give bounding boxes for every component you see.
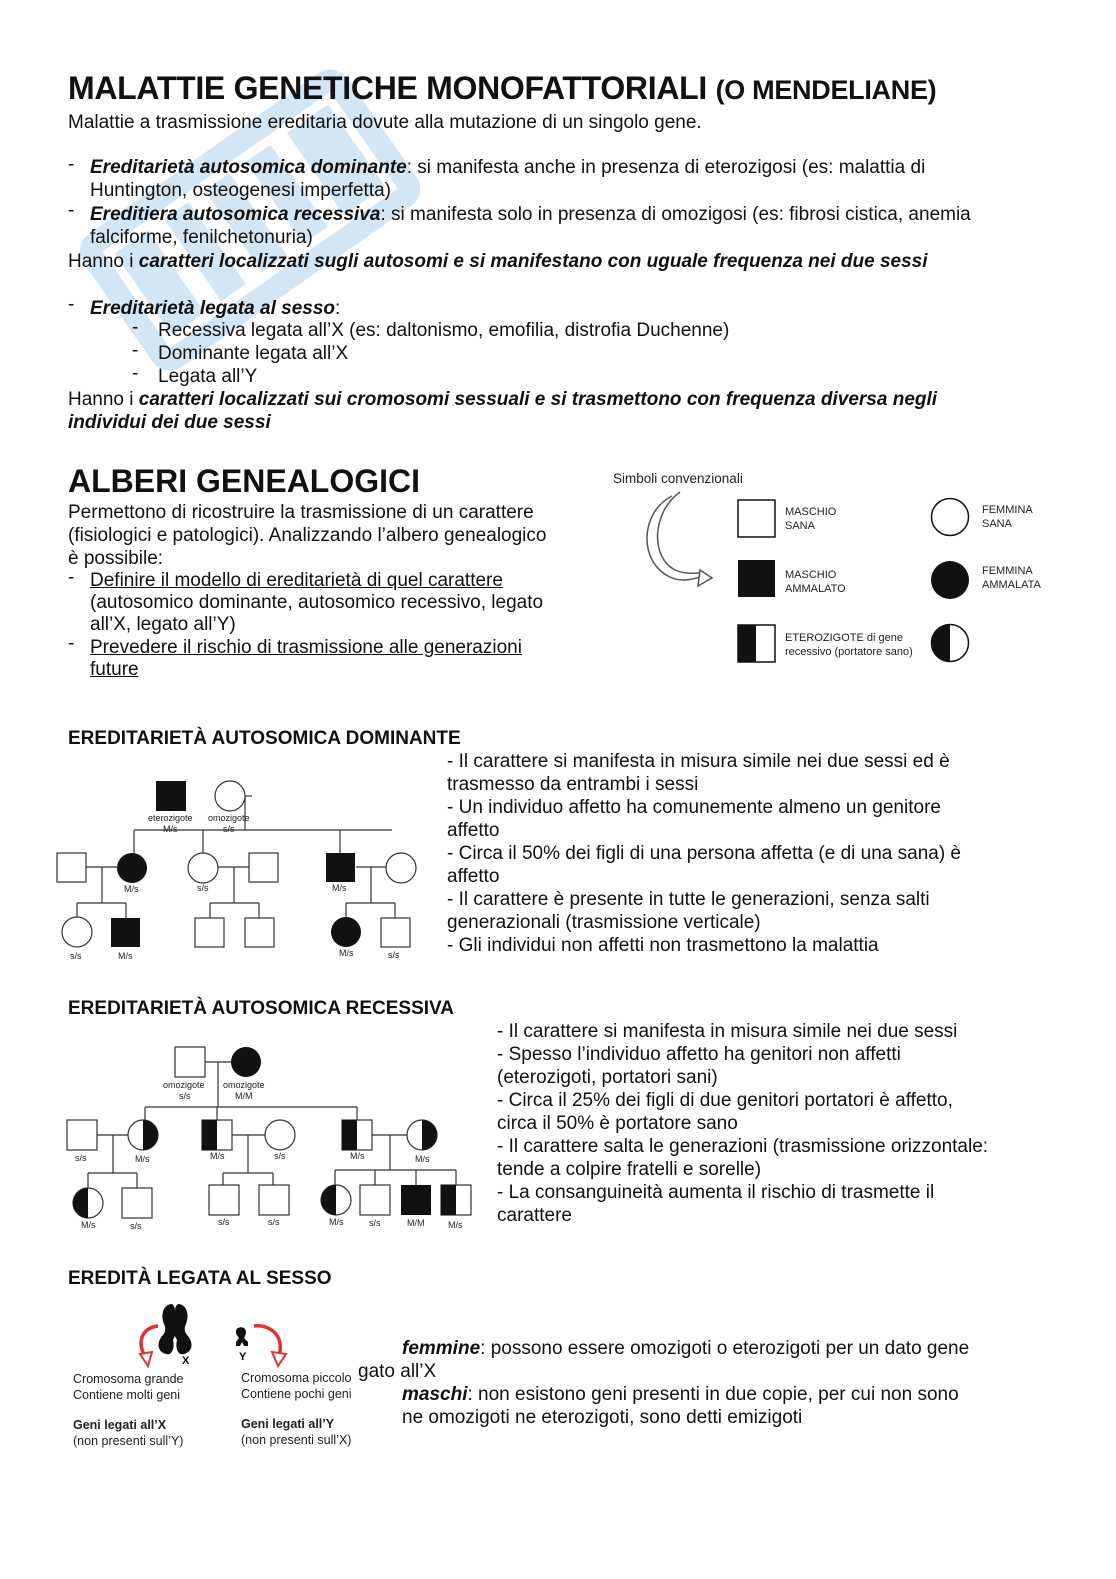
pedigree-male-healthy [249,853,278,882]
symbol-label: recessivo (portatore sano) [785,646,913,658]
note-line: - Gli individui non affetti non trasmettono la malattia [447,935,879,956]
curved-arrow-icon [647,492,712,586]
note-line: tende a colpire fratelli e sorelle) [497,1159,762,1180]
note-line: - Circa il 25% dei figli di due genitori portatori è affetto, [497,1090,953,1111]
pedigree-label: M/s [163,824,178,834]
sex-note: Hanno i caratteri localizzati sui cromosomi sessuali e si trasmettono con frequenza diversa negli [68,389,938,410]
dash: - [68,633,75,654]
desc-line: Contiene molti geni [73,1388,181,1402]
note-line: affetto [447,866,500,887]
note-line: - Il carattere è presente in tutte le generazioni, senza salti [447,889,930,910]
trees-para: è possibile: [68,548,164,569]
desc-line: (non presenti sull’Y) [73,1434,184,1448]
pedigree-female-healthy [62,917,92,947]
note-line: affetto [447,820,500,841]
desc-line: Geni legati all’X [73,1418,167,1432]
dash: - [68,154,75,175]
note-line: (eterozigoti, portatori sani) [497,1067,718,1088]
dash: - [68,567,75,588]
pedigree-label: M/s [448,1220,463,1230]
pedigree-label: omozigote [208,813,250,823]
note-line: generazionali (trasmissione verticale) [447,912,761,933]
dash: - [132,317,139,338]
pedigree-label: M/s [350,1151,365,1161]
pedigree-female-healthy [386,853,416,883]
pedigree-label: s/s [388,950,400,960]
x-chromosome-icon [159,1304,192,1354]
note-line: - Il carattere si manifesta in misura simile nei due sessi [497,1021,958,1042]
pedigree-male-affected [156,781,186,811]
females-note: femmine: possono essere omozigoti o eterozigoti per un dato gene [402,1338,970,1359]
pedigree-male-healthy [122,1188,152,1218]
dominant-item-cont: Huntington, osteogenesi imperfetta) [90,180,392,201]
female-sick-symbol [931,561,969,599]
dominant-item: Ereditarietà autosomica dominante: si manifesta anche in presenza di eterozigosi (es: malattia di [90,157,926,178]
note-line: - La consanguineità aumenta il rischio di trasmette il [497,1182,935,1203]
pedigree-male-healthy [360,1185,390,1215]
symbol-label: ETEROZIGOTE di gene [785,632,903,644]
dominant-heading: EREDITARIETÀ AUTOSOMICA DOMINANTE [68,728,461,749]
pedigree-label: M/s [415,1154,430,1164]
pedigree-male-affected [326,853,355,882]
symbol-label: MASCHIO [785,569,837,581]
recessive-item-cont: falciforme, fenilchetonuria) [90,227,313,248]
female-healthy-symbol [932,499,969,536]
sex-linked-sub-item: Recessiva legata all’X (es: daltonismo, emofilia, distrofia Duchenne) [158,320,730,341]
recessive-pedigree [55,1040,485,1240]
pedigree-label: M/s [210,1151,225,1161]
pedigree-label: M/s [81,1220,96,1230]
pedigree-male-affected [111,918,140,947]
desc-line: Cromosoma grande [73,1372,184,1386]
x-chromosome-desc [73,1371,183,1449]
dash: - [68,200,75,221]
pedigree-female-affected [331,917,361,947]
pedigree-label: s/s [223,824,235,834]
red-arrowhead-icon [272,1352,286,1366]
pedigree-male-healthy [209,1185,239,1215]
pedigree-label: s/s [130,1221,142,1231]
pedigree-male-healthy [175,1047,205,1077]
pedigree-male-healthy [245,918,274,947]
trees-bullet: Prevedere il rischio di trasmissione alle generazioni [90,637,522,658]
pedigree-male-healthy [57,853,86,882]
pedigree-male-healthy [259,1185,289,1215]
note-line: - Circa il 50% dei figli di una persona affetta (e di una sana) è [447,843,962,864]
overlap-fragment: gato all’X [358,1361,437,1382]
pedigree-label: omozigote [163,1080,205,1090]
pedigree-label: M/s [124,884,139,894]
red-arrowhead-icon [140,1352,152,1366]
pedigree-female-healthy [215,781,245,811]
pedigree-label: M/s [339,948,354,958]
sex-linked-item: Ereditarietà legata al sesso: [90,298,341,319]
sexlinked-heading: EREDITÀ LEGATA AL SESSO [68,1268,332,1289]
note-line: trasmesso da entrambi i sessi [447,774,699,795]
dominant-notes [447,750,961,957]
pedigree-label: s/s [218,1217,230,1227]
y-chromosome-icon [236,1327,248,1346]
y-chromosome-desc [241,1370,352,1448]
dash: - [132,340,139,361]
pedigree-label: M/s [332,883,347,893]
symbol-label: FEMMINA [982,565,1033,577]
symbol-label: SANA [982,518,1012,530]
recessive-item: Ereditiera autosomica recessiva: si manifesta solo in presenza di omozigosi (es: fibrosi cistica, anemia [90,204,971,225]
pedigree-label: M/M [407,1218,425,1228]
male-sick-symbol [738,560,775,597]
page-title: MALATTIE GENETICHE MONOFATTORIALI (O MENDELIANE) [68,70,937,106]
chromosome-diagram [120,1300,320,1375]
males-note-cont: ne omozigoti ne eterozigoti, sono detti emizigoti [402,1407,803,1428]
note-line: - Un individuo affetto ha comunemente almeno un genitore [447,797,941,818]
males-note: maschi: non esistono geni presenti in due copie, per cui non sono [402,1384,959,1405]
trees-para: Permettono di ricostruire la trasmissione di un carattere [68,502,534,523]
dash: - [68,294,75,315]
autosome-note: Hanno i caratteri localizzati sugli autosomi e si manifestano con uguale frequenza nei due sessi [68,251,928,272]
male-healthy-symbol [738,500,775,537]
symbol-label: MASCHIO [785,506,837,518]
pedigree-label: M/s [329,1217,344,1227]
dash: - [132,363,139,384]
note-line: circa il 50% è portatore sano [497,1113,738,1134]
pedigree-male-healthy [67,1120,97,1150]
symbol-label: FEMMINA [982,504,1033,516]
pedigree-label: M/M [235,1091,253,1101]
desc-line: Cromosoma piccolo [241,1371,352,1385]
pedigree-male-affected [401,1185,431,1215]
sex-linked-sub-item: Legata all’Y [158,366,258,387]
trees-heading: ALBERI GENEALOGICI [68,463,421,499]
pedigree-male-healthy [195,918,224,947]
recessive-heading: EREDITARIETÀ AUTOSOMICA RECESSIVA [68,998,455,1019]
x-label: X [182,1355,190,1367]
intro-text: Malattie a trasmissione ereditaria dovute alla mutazione di un singolo gene. [68,112,702,133]
pedigree-label: s/s [75,1153,87,1163]
note-line: carattere [497,1205,572,1226]
pedigree-female-affected [117,853,147,883]
symbol-label: SANA [785,520,815,532]
pedigree-label: s/s [179,1091,191,1101]
pedigree-label: s/s [369,1218,381,1228]
desc-line: Contiene pochi geni [241,1387,352,1401]
symbols-legend [600,462,1060,672]
note-line: - Spesso l’individuo affetto ha genitori non affetti [497,1044,901,1065]
pedigree-female-healthy [188,853,218,883]
pedigree-label: M/s [135,1154,150,1164]
y-label: Y [239,1351,247,1363]
pedigree-label: M/s [118,951,133,961]
note-line: - Il carattere salta le generazioni (trasmissione orizzontale: [497,1136,989,1157]
trees-bullet-cont: all’X, legato all’Y) [90,614,236,635]
recessive-notes [497,1020,988,1227]
pedigree-label: eterozigote [148,813,193,823]
pedigree-label: omozigote [223,1080,265,1090]
pedigree-male-healthy [381,918,410,947]
trees-bullet: Definire il modello di ereditarietà di quel carattere [90,570,503,591]
desc-line: (non presenti sull’X) [241,1433,352,1447]
pedigree-female-affected [231,1047,261,1077]
pedigree-female-healthy [265,1120,295,1150]
desc-line: Geni legati all’Y [241,1417,335,1431]
trees-bullet-cont: future [90,659,139,680]
pedigree-label: s/s [70,951,82,961]
symbols-title: Simboli convenzionali [613,471,743,486]
pedigree-label: s/s [274,1151,286,1161]
pedigree-label: s/s [268,1217,280,1227]
note-line: - Il carattere si manifesta in misura simile nei due sessi ed è [447,751,950,772]
trees-bullet-cont: (autosomico dominante, autosomico recessivo, legato [90,592,544,613]
sex-note-cont: individui dei due sessi [68,412,271,433]
pedigree-label: s/s [197,883,209,893]
symbol-label: AMMALATA [982,579,1041,591]
sex-linked-sub-item: Dominante legata all’X [158,343,349,364]
trees-para: (fisiologici e patologici). Analizzando l’albero genealogico [68,525,547,546]
dominant-pedigree [50,770,430,965]
symbol-label: AMMALATO [785,583,846,595]
